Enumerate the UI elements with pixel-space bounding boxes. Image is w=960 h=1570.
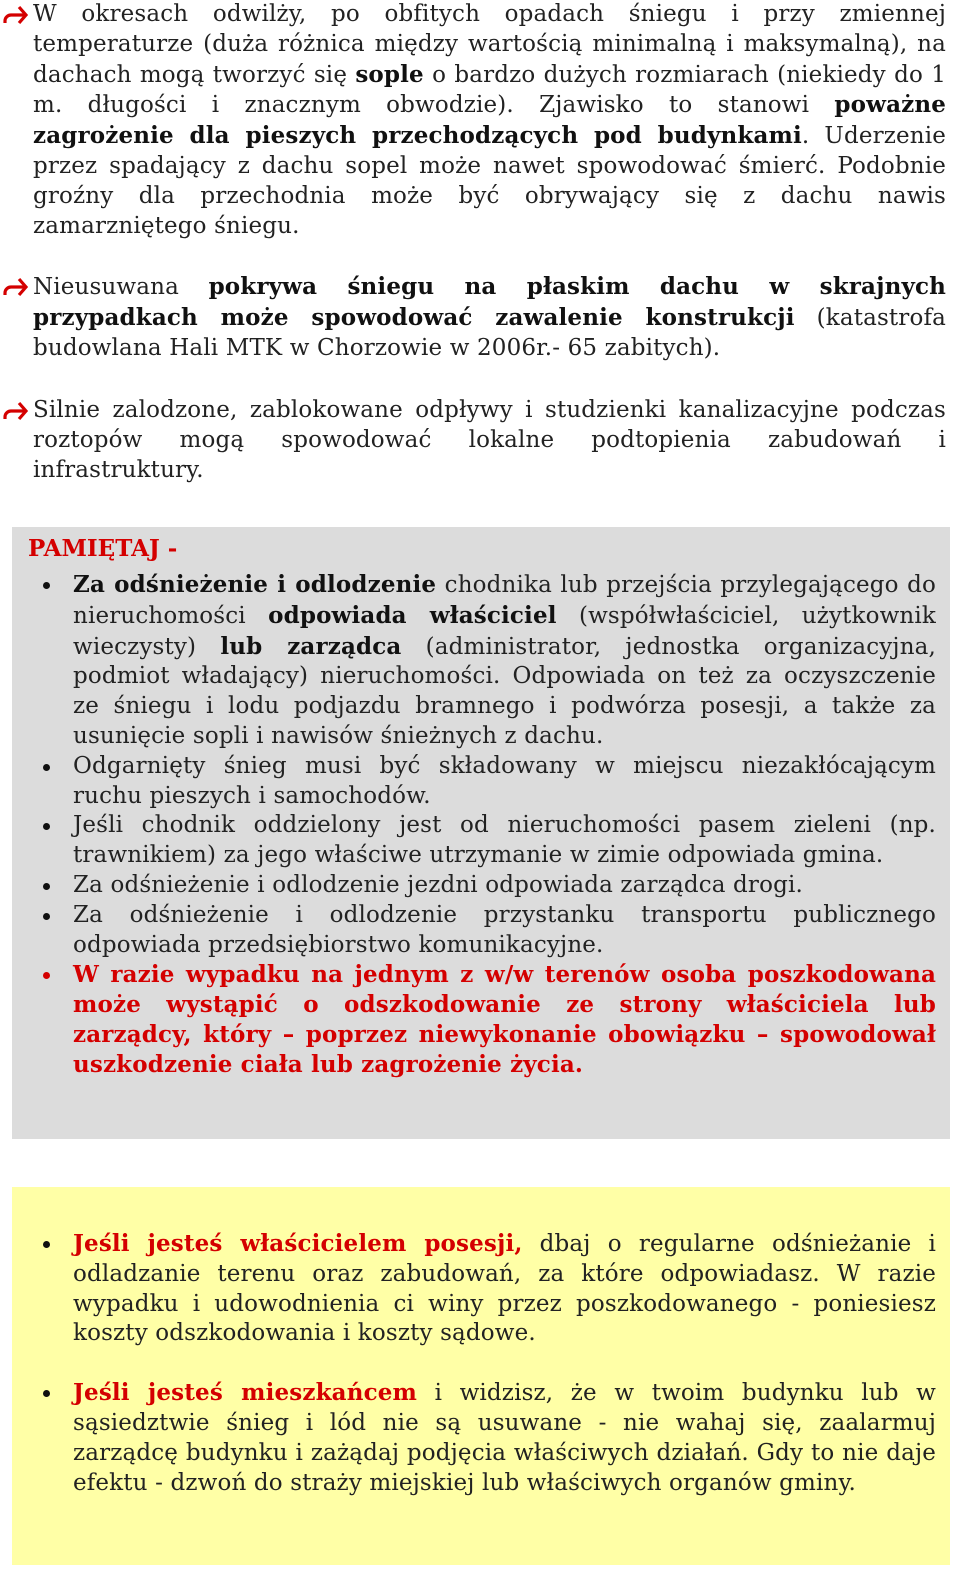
paragraph-text: Nieusuwana pokrywa śniegu na płaskim dachu w skrajnych przypadkach może spowodować zawalenie konstrukcji (katastrofa budowlana Hali MTK w Chorzowie w 2006r.- 65 zabitych). <box>33 273 946 361</box>
remember-list <box>36 570 936 1080</box>
list-item-warning: W razie wypadku na jednym z w/w terenów osoba poszkodowana może wystąpić o odszkodowanie ze strony właściciela lub zarządcy, który – poprzez niewykonanie obowiązku – spowodował uszkodzenie ciała lub zagrożenie życia. <box>36 960 936 1079</box>
bullet-dot-icon <box>43 883 50 890</box>
advice-list <box>36 1229 936 1498</box>
paragraph-text: Silnie zalodzone, zablokowane odpływy i studzienki kanalizacyjne podczas roztopów mogą spowodować lokalne podtopienia zabudowań i infrastruktury. <box>33 397 946 483</box>
hazard-icicles-paragraph <box>0 0 946 241</box>
bullet-dot-icon <box>43 764 50 771</box>
bullet-dot-icon <box>43 972 50 979</box>
remember-heading: PAMIĘTAJ - <box>28 535 178 562</box>
hazard-roof-collapse-paragraph <box>0 272 946 363</box>
list-item: Jeśli chodnik oddzielony jest od nieruchomości pasem zieleni (np. trawnikiem) za jego właściwe utrzymanie w zimie odpowiada gmina. <box>36 811 936 871</box>
bullet-dot-icon <box>43 823 50 830</box>
arrow-right-icon <box>2 5 28 25</box>
arrow-right-icon <box>2 277 28 297</box>
arrow-right-icon <box>2 401 28 421</box>
list-item: Za odśnieżenie i odlodzenie jezdni odpowiada zarządca drogi. <box>36 871 936 901</box>
list-item: Jeśli jesteś mieszkańcem i widzisz, że w twoim budynku lub w sąsiedztwie śnieg i lód nie są usuwane - nie wahaj się, zaalarmuj zarządcę budynku i zażądaj podjęcia właściwych działań. Gdy to nie daje efektu - dzwoń do straży miejskiej lub właściwych organów gminy. <box>36 1378 936 1498</box>
paragraph-text: W okresach odwilży, po obfitych opadach śniegu i przy zmiennej temperaturze (duża różnica między wartością minimalną i maksymalną), na dachach mogą tworzyć się sople o bardzo dużych rozmiarach (niekiedy do 1 m. długości i znacznym obwodzie). Zjawisko to stanowi poważne zagrożenie dla pieszych przechodzących pod budynkami. Uderzenie przez spadający z dachu sopel może nawet spowodować śmierć. Podobnie groźny dla przechodnia może być obrywający się z dachu nawis zamarzniętego śniegu. <box>33 1 946 239</box>
bullet-dot-icon <box>43 1390 50 1397</box>
bullet-dot-icon <box>43 1241 50 1248</box>
hazard-drains-paragraph <box>0 396 946 485</box>
list-item: Jeśli jesteś właścicielem posesji, dbaj o regularne odśnieżanie i odladzanie terenu oraz zabudowań, za które odpowiadasz. W razie wypadku i udowodnienia ci winy przez poszkodowanego - poniesiesz koszty odszkodowania i koszty sądowe. <box>36 1229 936 1349</box>
list-item: Za odśnieżenie i odlodzenie chodnika lub przejścia przylegającego do nieruchomości odpowiada właściciel (współwłaściciel, użytkownik wieczysty) lub zarządca (administrator, jednostka organizacyjna, podmiot władający) nieruchomości. Odpowiada on też za oczyszczenie ze śniegu i lodu podjazdu bramnego i podwórza posesji, a także za usunięcie sopli i nawisów śnieżnych z dachu. <box>36 570 936 752</box>
list-item: Odgarnięty śnieg musi być składowany w miejscu niezakłócającym ruchu pieszych i samochodów. <box>36 752 936 812</box>
bullet-dot-icon <box>43 582 50 589</box>
bullet-dot-icon <box>43 913 50 920</box>
list-item: Za odśnieżenie i odlodzenie przystanku transportu publicznego odpowiada przedsiębiorstwo komunikacyjne. <box>36 901 936 961</box>
